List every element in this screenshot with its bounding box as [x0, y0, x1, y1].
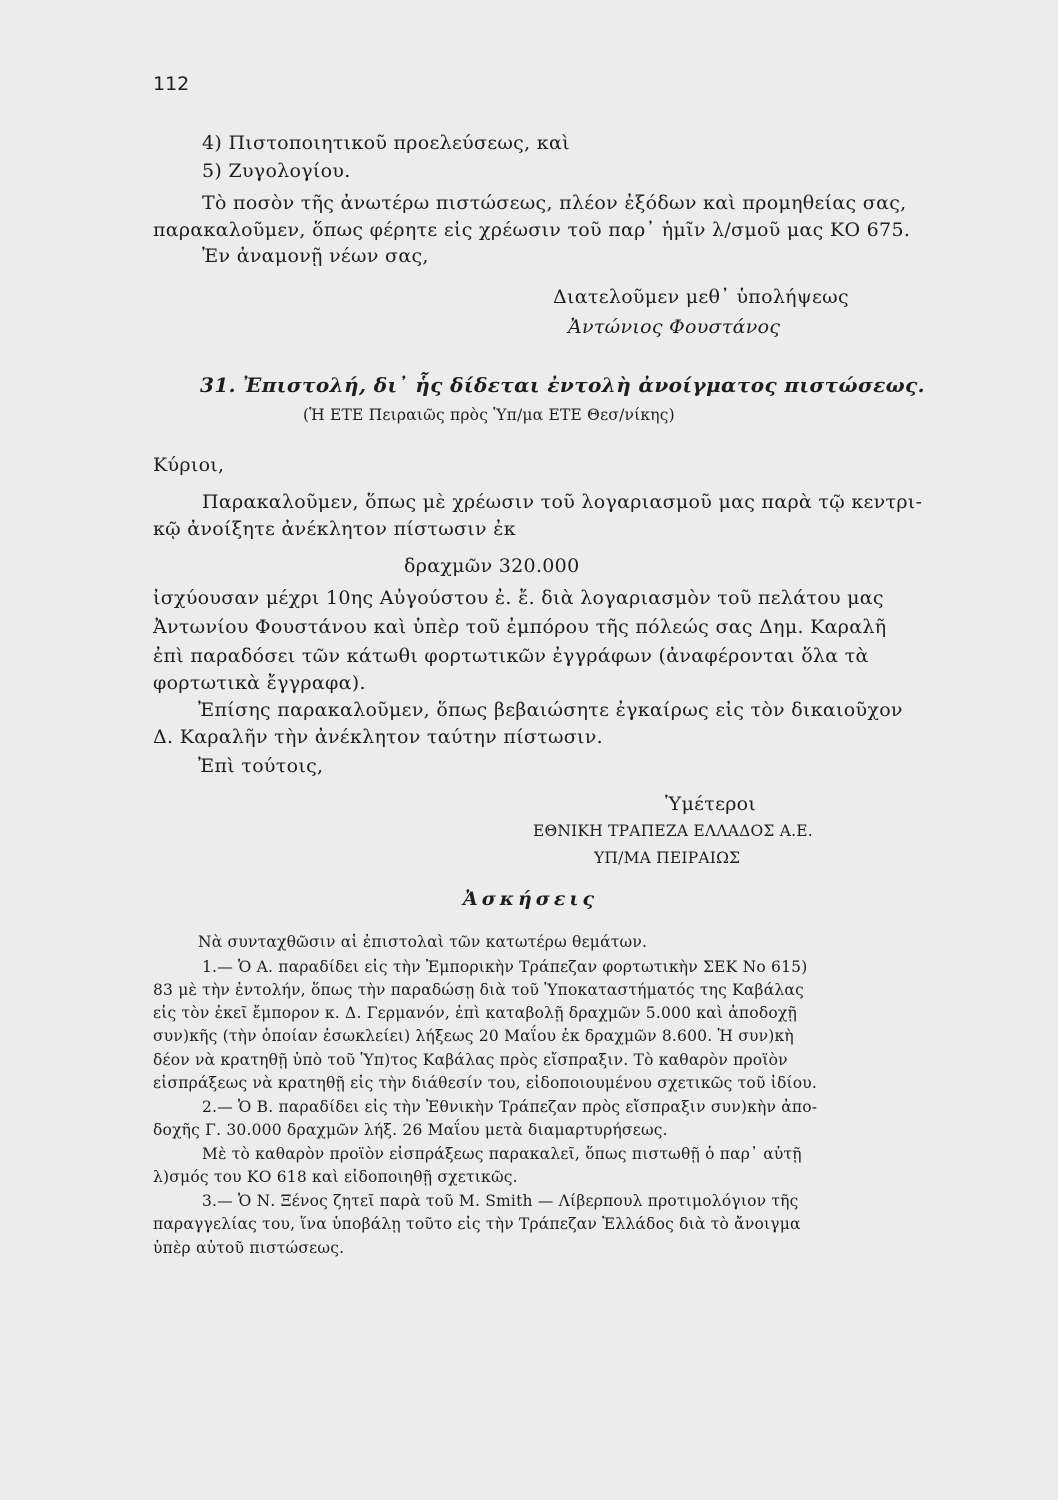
body-line: Ἐπίσης παρακαλοῦμεν, ὅπως βεβαιώσητε ἐγκαίρως εἰς τὸν δικαιοῦχον	[198, 699, 903, 721]
body-line: Δ. Καραλῆν τὴν ἀνέκλητον ταύτην πίστωσιν.	[153, 726, 603, 748]
exercise-line: παραγγελίας του, ἵνα ὑποβάλῃ τοῦτο εἰς τὴν Τράπεζαν Ἑλλάδος διὰ τὸ ἄνοιγμα	[153, 1215, 801, 1233]
body-paragraph: Τὸ ποσὸν τῆς ἀνωτέρω πιστώσεως, πλέον ἐξόδων καὶ προμηθείας σας,	[202, 192, 907, 214]
list-item: 5) Ζυγολογίου.	[202, 160, 351, 182]
exercise-line: δέον νὰ κρατηθῇ ὑπὸ τοῦ Ὑπ)τος Καβάλας πρὸς εἴσπραξιν. Τὸ καθαρὸν προϊὸν	[153, 1051, 788, 1069]
exercise-line: 83 μὲ τὴν ἐντολήν, ὅπως τὴν παραδώσῃ διὰ τοῦ Ὑποκαταστήματός της Καβάλας	[153, 981, 804, 999]
body-line: ἐπὶ παραδόσει τῶν κάτωθι φορτωτικῶν ἐγγράφων (ἀναφέρονται ὅλα τὰ	[153, 645, 869, 667]
amount-line: δραχμῶν 320.000	[404, 555, 580, 577]
section-subtitle: (Ἡ ΕΤΕ Πειραιῶς πρὸς Ὑπ/μα ΕΤΕ Θεσ/νίκης)	[303, 406, 675, 424]
body-line: ἰσχύουσαν μέχρι 10ης Αὐγούστου ἐ. ἔ. διὰ λογαριασμὸν τοῦ πελάτου μας	[153, 587, 884, 609]
body-line: κῷ ἀνοίξητε ἀνέκλητον πίστωσιν ἐκ	[153, 518, 516, 540]
closing-line: Διατελοῦμεν μεθ᾽ ὑπολήψεως	[553, 286, 849, 308]
exercise-line: 1.— Ὁ Α. παραδίδει εἰς τὴν Ἐμπορικὴν Τράπεζαν φορτωτικὴν ΣΕΚ Νο 615)	[202, 958, 808, 976]
exercise-line: εἰσπράξεως νὰ κρατηθῇ εἰς τὴν διάθεσίν του, εἰδοποιουμένου σχετικῶς τοῦ ἰδίου.	[153, 1074, 818, 1092]
exercise-line: λ)σμός του ΚΟ 618 καὶ εἰδοποιηθῇ σχετικῶς.	[153, 1168, 518, 1186]
exercise-line: δοχῆς Γ. 30.000 δραχμῶν λήξ. 26 Μαΐου μετὰ διαμαρτυρήσεως.	[153, 1121, 668, 1139]
list-item: 4) Πιστοποιητικοῦ προελεύσεως, καὶ	[202, 132, 570, 154]
exercise-line: 3.— Ὁ Ν. Ξένος ζητεῖ παρὰ τοῦ Μ. Smith — Λίβερπουλ προτιμολόγιον τῆς	[202, 1192, 799, 1210]
body-line: φορτωτικὰ ἔγγραφα).	[153, 672, 366, 694]
awaiting-line: Ἐν ἀναμονῇ νέων σας,	[202, 245, 429, 267]
section-title: Ἐπιστολή, δι᾽ ἧς δίδεται ἐντολὴ ἀνοίγματος πιστώσεως.	[243, 373, 926, 397]
salutation: Κύριοι,	[153, 454, 225, 476]
branch-name: ΥΠ/ΜΑ ΠΕΙΡΑΙΩΣ	[594, 849, 741, 867]
body-line: Ἐπὶ τούτοις,	[198, 755, 324, 777]
signature: Ἀντώνιος Φουστάνος	[568, 316, 781, 338]
exercise-line: Νὰ συνταχθῶσιν αἱ ἐπιστολαὶ τῶν κατωτέρω θεμάτων.	[198, 933, 648, 951]
body-line: Ἀντωνίου Φουστάνου καὶ ὑπὲρ τοῦ ἐμπόρου τῆς πόλεώς σας Δημ. Καραλῆ	[153, 616, 887, 638]
bank-name: ΕΘΝΙΚΗ ΤΡΑΠΕΖΑ ΕΛΛΑΔΟΣ Α.Ε.	[533, 822, 813, 840]
exercise-line: εἰς τὸν ἐκεῖ ἔμπορον κ. Δ. Γερμανόν, ἐπὶ καταβολῇ δραχμῶν 5.000 καὶ ἀποδοχῇ	[153, 1004, 797, 1022]
body-paragraph: παρακαλοῦμεν, ὅπως φέρητε εἰς χρέωσιν τοῦ παρ᾽ ἡμῖν λ/σμοῦ μας ΚΟ 675.	[153, 219, 911, 241]
exercise-line: ὑπὲρ αὐτοῦ πιστώσεως.	[153, 1239, 345, 1257]
exercise-line: Μὲ τὸ καθαρὸν προϊὸν εἰσπράξεως παρακαλεῖ, ὅπως πιστωθῇ ὁ παρ᾽ αὐτῇ	[202, 1145, 802, 1163]
body-line: Παρακαλοῦμεν, ὅπως μὲ χρέωσιν τοῦ λογαριασμοῦ μας παρὰ τῷ κεντρι-	[202, 491, 923, 513]
exercise-line: συν)κῆς (τὴν ὁποίαν ἐσωκλείει) λήξεως 20 Μαΐου ἐκ δραχμῶν 8.600. Ἡ συν)κὴ	[153, 1027, 794, 1045]
page-number: 112	[153, 73, 190, 95]
closing-line: Ὑμέτεροι	[665, 793, 757, 815]
exercise-line: 2.— Ὁ Β. παραδίδει εἰς τὴν Ἐθνικὴν Τράπεζαν πρὸς εἴσπραξιν συν)κὴν ἀπο-	[202, 1098, 818, 1116]
exercises-heading: Ἀσκήσεις	[463, 888, 599, 910]
section-number: 31.	[200, 373, 236, 397]
